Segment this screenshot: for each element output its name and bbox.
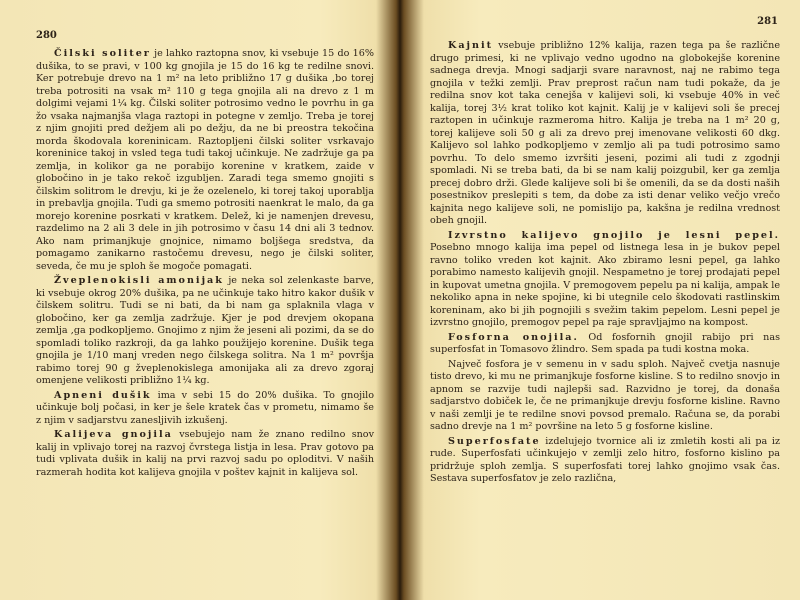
paragraph-lead: Čilski soliter [54,48,151,59]
paragraph [430,40,780,228]
paragraph-lead: Superfosfate [448,435,541,447]
left-page-body [36,48,374,479]
paragraph-text: Posebno mnogo kalija ima pepel od listnega lesa in je bukov pepel ravno toliko vreden kot kajnit. Ako zbiramo lesni pepel, ga lahko porabimo namesto kalijevih gnojil. Nespametno je torej prodajati pepel in kupovat umetna gnojila. V premogovem pepelu pa ni kalija, ampak le nekoliko apna in neke spojine, ki bi utegnile celo škodovati rastlinskim koreninam, ako bi jih pognojili s svežim takim pepelom. Lesni pepel je izvrstno gnojilo, premogov pepel pa raje spravljajmo na kompost. [430,242,780,328]
paragraph [430,332,780,357]
paragraph-lead: Fosforna onojila. [448,331,579,343]
paragraph-text: je lahko raztopna snov, ki vsebuje 15 do 16% dušika, to se pravi, v 100 kg gnojila je 15 do 16 kg te redilne snovi. Ker potrebuje drevo na 1 m² na leto približno 17 g dušika ,bo torej treba potrositi na vsak m² 110 g tega gnojila ali na drevo z 1 m dolgimi vejami 1¼ kg. Čilski soliter potrosimo vedno le povrhu in ga žo vsaka najmanjša vlaga raztopi in potegne v zemljo. Treba je torej z njim gnojiti pred dežjem ali po dežju, da ne bi preostra tekočina morda škodovala koreninicam. Raztopljeni čilski soliter vsrkavajo koreninice takoj in vsled tega tudi takoj učinkuje. Ne zadržuje ga pa zemlja, in kolikor ga ne porabijo korenine v kratkem, zaide v globočino in je tako rekoč izgubljen. Zaradi tega smemo gnojiti s čilskim solitrom le drevju, ki je že ozelenelo, ki torej takoj uporablja in prebavlja gnojila. Tudi ga smemo potrositi naenkrat le malo, da ga morejo korenine posrkati v kratkem. Delež, ki je namenjen drevesu, razdelimo na 2 ali 3 dele in jih potrosimo v času 14 dni ali 3 tednov. Ako nam primanjkuje gnojnice, nimamo boljšega sredstva, da pomagamo zanikarno rastočemu drevesu, nego je čilski soliter, seveda, če mu je sploh še mogoče pomagati. [36,48,375,272]
paragraph-text: vsebujejo nam že znano redilno snov kalij in vplivajo torej na razvoj čvrstega listja in lesa. Prav gotovo pa tudi vplivata dušik in kalij na prvi razvoj sadu po oploditvi. V naših razmerah hodita kot kalijeva gnojila v poštev kajnit in kalijeva sol. [36,429,374,478]
paragraph [430,359,780,434]
paragraph-text: izdelujejo tvornice ali iz zmletih kosti ali pa iz rude. Superfosfati učinkujejo v zemlji zelo hitro, fosforno kislino pa pridržuje sploh zemlja. S superfosfati torej lahko gnojimo vsak čas. Sestava superfosfatov je zelo različna, [430,435,780,484]
paragraph [36,429,374,479]
paragraph [430,436,780,486]
page-number-right: 281 [757,16,778,27]
paragraph-lead: Žveplenokisli amonijak [54,275,224,286]
paragraph [36,48,374,273]
left-page [0,0,392,600]
paragraph [36,275,374,388]
paragraph [36,390,374,428]
paragraph-text: je neka sol zelenkaste barve, ki vsebuje okrog 20% dušika, pa ne učinkuje tako hitro kakor dušik v čilskem solitru. Tudi se ni bati, da bi nam ga splaknila vlaga v globočino, ker ga zemlja zadržuje. Kjer je pod drevjem okopana zemlja ,ga podkopljemo. Gnojimo z njim že jeseni ali pozimi, da se do spomladi toliko razkroji, da ga lahko použijejo korenine. Dušik tega gnojila je 1/10 manj vreden nego čilskega solitra. Na 1 m² površja rabimo torej 90 g žveplenokislega amonijaka ali za drevo zgoraj omenjene velikosti približno 1¼ kg. [36,275,374,386]
paragraph-text: Od fosfornih gnojil rabijo pri nas superfosfat in Tomasovo žlindro. Sem spada pa tudi kostna moka. [430,331,780,355]
paragraph [430,230,780,330]
paragraph-text: ima v sebi 15 do 20% dušika. To gnojilo učinkuje bolj počasi, in ker je šele kratek čas v prometu, nimamo še z njim v sadjarstvu zanesljivih izkušenj. [36,389,374,426]
paragraph-lead: Apneni dušik [54,389,152,401]
paragraph-lead: Kajnit [448,40,494,51]
paragraph-lead: Izvrstno kalijevo gnojilo je lesni pepel. [448,229,780,241]
paragraph-text: vsebuje približno 12% kalija, razen tega pa še različne drugo primesi, ki ne vplivajo vedno ugodno na globokejše korenine sadnega drevja. Mnogi sadjarji svare naravnost, naj ne rabimo tega gnojila v težki zemlji. Prav preprost račun nam tudi pokaže, da je redilna snov kot taka cenejša v kalijevi soli, ki vsebuje 40% in več kalija, torej 3½ krat toliko kot kajnit. Kalij je v kalijevi soli še precej raztopen in učinkuje razmeroma hitro. Kalija je treba na 1 m² 20 g, torej kalijeve soli 50 g ali za drevo prej imenovane velikosti 60 dkg. Kalijevo sol lahko podkopljemo v zemljo ali pa tudi potrosimo samo povrhu. To delo smemo izvršiti jeseni, pozimi ali tudi z zgodnji spomladi. Ni se treba bati, da bi se nam kalij poizgubil, ker ga zemlja precej dobro drži. Glede kalijeve soli bi še omenili, da se da dosti naših posestnikov preslepiti s tem, da dobe za isti denar veliko večjo vrečo kajnita nego kalijeve soli, ne pomislijo pa, kakšna je redilna vrednost obeh gnojil. [430,40,780,226]
page-number-left: 280 [36,30,57,41]
right-page-body [430,40,780,486]
paragraph-text: Največ fosfora je v semenu in v sadu sploh. Največ cvetja nasnuje tisto drevo, ki mu ne primanjkuje fosforne kisline. S to redilno snovjo in apnom se razvije tudi najlepši sad. Razvidno je torej, da donaša sadjarstvo dobiček le, če ne primanjkuje drevju fosforne kisline. Ravno v naši zemlji je te redilne snovi povsod premalo. Računa se, da porabi sadno drevje na 1 m² površine na leto 5 g fosforne kisline. [430,358,780,432]
paragraph-lead: Kalijeva gnojila [54,429,173,440]
right-page [408,0,800,600]
